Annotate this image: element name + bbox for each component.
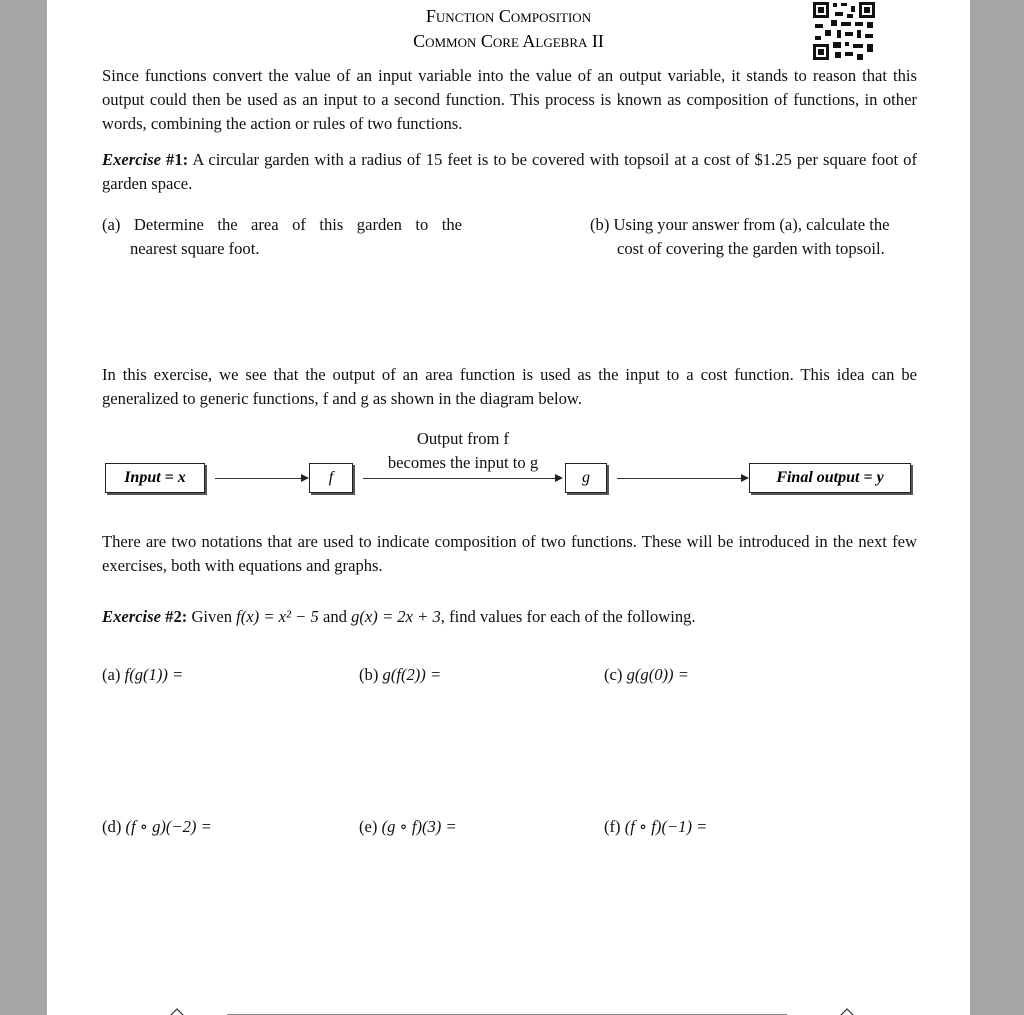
input-box — [105, 463, 205, 493]
diagram-caption — [363, 427, 563, 475]
intro-paragraph: Since functions convert the value of an input variable into the value of an output variable, it stands to reason that this output could then be used as an input to a second function. This process is known as composition of functions, in other words, combining the action or rules of two functions. — [102, 66, 917, 133]
output-label: Final output = y — [776, 469, 884, 486]
input-label: Input = x — [124, 469, 186, 486]
caption-line-2: becomes the input to g — [387, 453, 539, 472]
exercise-2-statement — [102, 605, 917, 629]
g-definition: g(x) = 2x + 3 — [351, 607, 441, 626]
exercise-2-label: Exercise #2: — [102, 607, 188, 626]
title-line-1: Function Composition — [425, 6, 592, 26]
page-footer-decoration — [167, 1007, 867, 1015]
exercise-1-statement — [102, 148, 917, 196]
caption-line-1: Output from f — [416, 429, 510, 448]
qr-code-icon — [811, 0, 877, 62]
explanation-paragraph: In this exercise, we see that the output of an area function is used as the input to a cost function. This idea can be generalized to generic functions, f and g as shown in the diagram below. — [102, 365, 917, 408]
exercise-2-and: and — [322, 607, 347, 626]
worksheet-page — [47, 0, 970, 1015]
part-b-line-1: (b) Using your answer from (a), calculate the — [590, 215, 890, 234]
title-line-2: Common Core Algebra II — [413, 31, 604, 51]
exercise-2-item-e: (e) (g ∘ f)(3) = — [359, 817, 457, 836]
part-a-line-1: (a) Determine the area of this garden to the — [102, 215, 462, 234]
output-box — [749, 463, 911, 493]
arrow-f-to-g — [363, 478, 555, 479]
exercise-2-given: Given — [191, 607, 232, 626]
g-label: g — [582, 469, 590, 486]
arrow-g-to-output — [617, 478, 741, 479]
g-box — [565, 463, 607, 493]
arrowhead-icon — [301, 474, 309, 482]
f-label: f — [328, 469, 334, 486]
part-b-line-2: cost of covering the garden with topsoil. — [617, 239, 885, 258]
exercise-2-item-c: (c) g(g(0)) = — [604, 665, 689, 684]
exercise-2-item-a: (a) f(g(1)) = — [102, 665, 184, 684]
exercise-2-item-d: (d) (f ∘ g)(−2) = — [102, 817, 212, 836]
exercise-1-text: A circular garden with a radius of 15 feet is to be covered with topsoil at a cost of $1.25 per square foot of garden space. — [102, 150, 917, 193]
exercise-2-tail: , find values for each of the following. — [440, 607, 696, 626]
arrow-input-to-f — [215, 478, 301, 479]
notations-paragraph: There are two notations that are used to indicate composition of two functions. These will be introduced in the next few exercises, both with equations and graphs. — [102, 532, 917, 575]
arrowhead-icon — [555, 474, 563, 482]
exercise-1-part-b — [590, 213, 920, 261]
exercise-2-item-f: (f) (f ∘ f)(−1) = — [604, 817, 708, 836]
arrowhead-icon — [741, 474, 749, 482]
exercise-1-label: Exercise #1: — [102, 150, 189, 169]
f-box — [309, 463, 353, 493]
exercise-1-part-a — [102, 213, 462, 261]
exercise-2-item-b: (b) g(f(2)) = — [359, 665, 442, 684]
part-a-line-2: nearest square foot. — [130, 239, 260, 258]
f-definition: f(x) = x² − 5 — [236, 607, 319, 626]
